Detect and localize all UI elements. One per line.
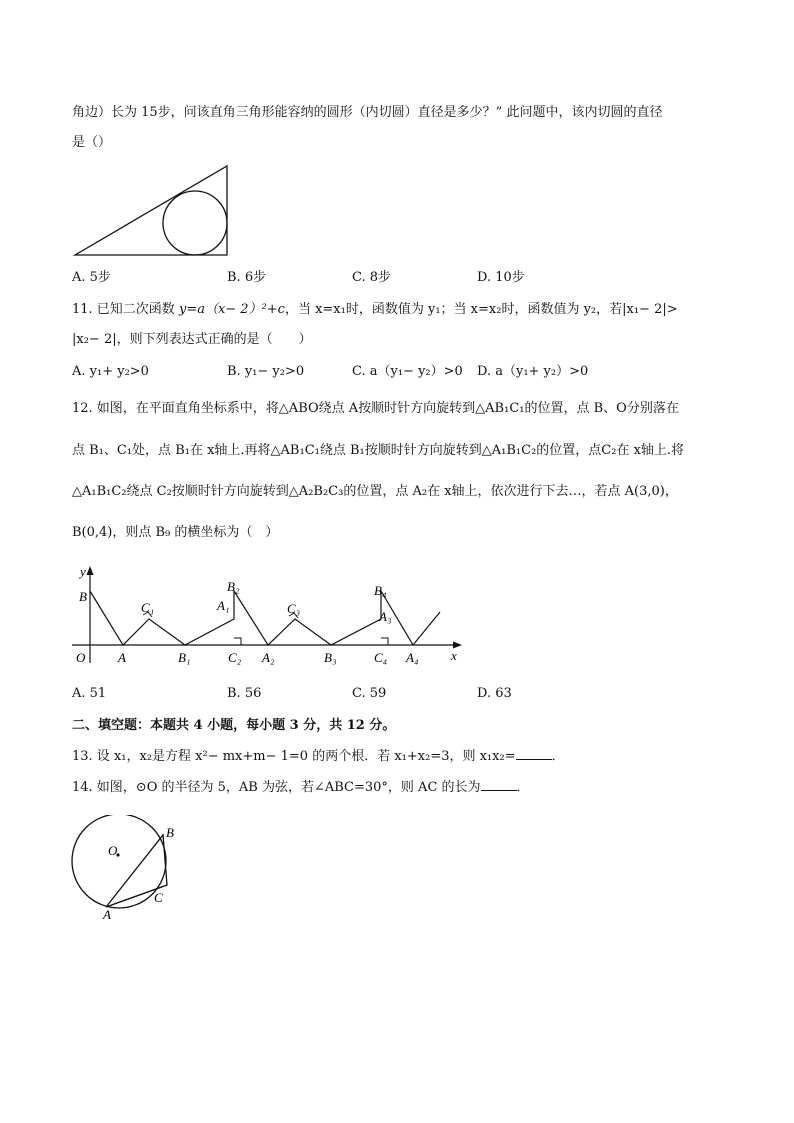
q14-label-B: B (166, 825, 174, 840)
q10-line2: 是（） (72, 135, 112, 150)
q10-option-c: C. 8步 (352, 270, 392, 285)
q13-text: 13. 设 x₁，x₂是方程 x²− mx+m− 1=0 的两个根．若 x₁+x₂=3，则 x₁x₂= (72, 749, 516, 764)
q12-option-a: A. 51 (72, 686, 107, 701)
q13-line (72, 747, 565, 767)
q11-line1 (72, 300, 678, 320)
label-B2: B₂ (227, 579, 240, 594)
q12-option-c: C. 59 (352, 686, 387, 701)
section2-title: 二、填空题：本题共 4 小题，每小题 3 分，共 12 分。 (72, 718, 396, 733)
q13-text-end: ． (551, 749, 565, 764)
q10-triangle-figure (70, 162, 240, 262)
q12-line2: 点 B₁、C₁处，点 B₁在 x轴上.再将△AB₁C₁绕点 B₁按顺时针方向旋转到△A₁B₁C₂的位置，点C₂在 x轴上.将 (72, 443, 685, 458)
q11-option-c: C. a（y₁− y₂）>0 (352, 364, 463, 379)
q11-option-b: B. y₁− y₂>0 (227, 364, 305, 379)
q10-line1: 角边）长为 15步，问该直角三角形能容纳的圆形（内切圆）直径是多少？” 此问题中，该内切圆的直径 (72, 105, 663, 120)
label-A1: A₁ (217, 598, 230, 613)
q11-function: y=a（x− 2）²+c (178, 302, 285, 317)
label-A2: A₂ (262, 650, 275, 665)
label-C3: C₃ (287, 601, 301, 616)
q13-answer-blank[interactable] (516, 747, 552, 760)
label-A3: A₃ (379, 609, 392, 624)
label-B: B (79, 589, 87, 604)
q14-circle-figure (62, 815, 182, 925)
q11-line1-suffix: ，当 x=x₁时，函数值为 y₁；当 x=x₂时，函数值为 y₂，若|x₁− 2|> (284, 302, 678, 317)
q12-option-d: D. 63 (477, 686, 512, 701)
label-C1: C₁ (141, 600, 155, 615)
q10-option-d: D. 10步 (477, 270, 525, 285)
label-C2: C₂ (228, 650, 242, 665)
q12-line1: 12. 如图，在平面直角坐标系中，将△ABO绕点 A按顺时针方向旋转到△AB₁C₁的位置，点 B、O分别落在 (72, 401, 679, 416)
q12-rotation-graph (70, 563, 470, 673)
label-B1: B₁ (178, 650, 191, 665)
q12-option-b: B. 56 (227, 686, 262, 701)
q14-text: 14. 如图，⊙O 的半径为 5，AB 为弦，若∠ABC=30°，则 AC 的长为 (72, 780, 481, 795)
label-A: A (118, 650, 126, 665)
label-O: O (76, 650, 86, 665)
label-B4: B₄ (374, 583, 387, 598)
q14-answer-blank[interactable] (481, 778, 517, 791)
q14-label-O: O (108, 843, 118, 858)
q14-label-C: C (154, 890, 163, 905)
q12-line4: B(0,4)，则点 B₉ 的横坐标为（ ） (72, 525, 279, 540)
label-B3: B₃ (324, 650, 337, 665)
q11-line2: |x₂− 2|，则下列表达式正确的是（ ） (72, 332, 312, 347)
q11-option-d: D. a（y₁+ y₂）>0 (477, 364, 589, 379)
label-C4: C₄ (374, 650, 388, 665)
q14-label-A: A (103, 907, 111, 922)
q14-text-end: ． (516, 780, 530, 795)
label-x: x (451, 648, 457, 663)
q10-option-b: B. 6步 (227, 270, 267, 285)
q11-option-a: A. y₁+ y₂>0 (72, 364, 149, 379)
y-axis-arrow (87, 566, 94, 575)
q14-line (72, 778, 530, 798)
q12-line3: △A₁B₁C₂绕点 C₂按顺时针方向旋转到△A₂B₂C₃的位置，点 A₂在 x轴上，依次进行下去…，若点 A(3,0)， (72, 484, 678, 499)
label-A4: A₄ (406, 650, 419, 665)
q11-line1-prefix: 11. 已知二次函数 (72, 302, 179, 317)
label-y: y (80, 564, 86, 579)
q10-option-a: A. 5步 (72, 270, 111, 285)
